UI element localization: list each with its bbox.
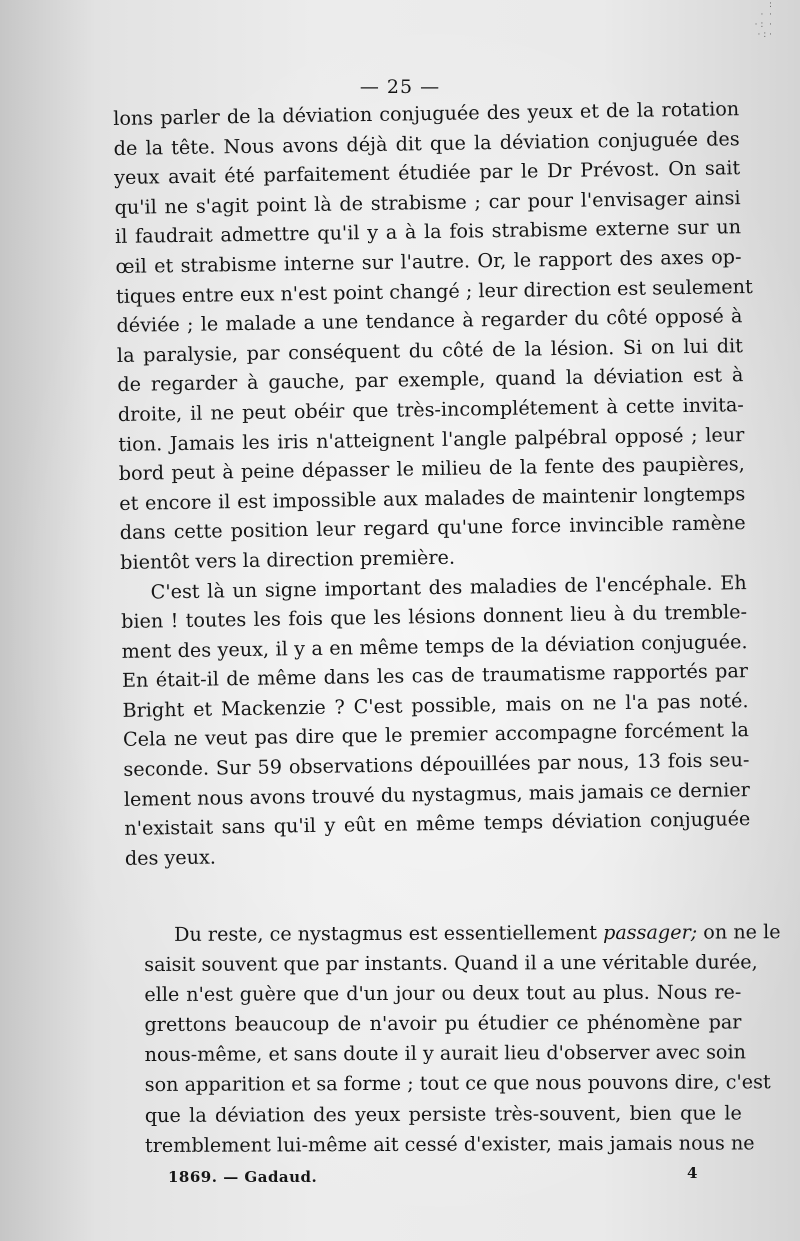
text-line: seconde. Sur 59 observations dépouillées par nous, 13 fois seu-: [123, 748, 750, 781]
text-line: bord peut à peine dépasser le milieu de la fente des paupières,: [118, 452, 745, 486]
text-line: de la tête. Nous avons déjà dit que la déviation conjuguée des: [113, 126, 740, 160]
text-line: Bright et Mackenzie ? C'est possible, mais on ne l'a pas noté.: [122, 688, 749, 722]
text-line: dans cette position leur regard qu'une force invincible ramène: [119, 511, 746, 545]
text-line: œil et strabisme interne sur l'autre. Or, le rapport des axes op-: [115, 245, 742, 278]
text-line: ment des yeux, il y a en même temps de la déviation conjuguée.: [121, 629, 748, 663]
text-line: son apparition et sa forme ; tout ce que nous pouvons dire, c'est: [144, 1070, 771, 1097]
paragraph-1: [113, 94, 753, 577]
text-line: elle n'est guère que d'un jour ou deux tout au plus. Nous re-: [144, 980, 742, 1007]
text-line: tiques entre eux n'est point changé ; leur direction est seulement: [115, 274, 753, 308]
text-line: Cela ne veut pas dire que le premier accompagne forcément la: [122, 718, 750, 752]
text-line: tion. Jamais les iris n'atteignent l'angle palpébral opposé ; leur: [118, 422, 745, 456]
text-line: que la déviation des yeux persiste très-souvent, bien que le: [144, 1100, 742, 1127]
text-line: yeux avait été parfaitement étudiée par le Dr Prévost. On sait: [113, 156, 741, 190]
text-line: grettons beaucoup de n'avoir pu étudier ce phénomène par: [144, 1010, 742, 1037]
body-text-top: [113, 94, 751, 873]
text-line: nous-même, et sans doute il y aurait lieu d'observer avec soin: [144, 1040, 747, 1067]
footer-signature: 1869. — Gadaud.: [168, 1168, 318, 1186]
text-line: et encore il est impossible aux malades de maintenir longtemps: [119, 481, 746, 515]
text-line: lement nous avons trouvé du nystagmus, mais jamais ce dernier: [123, 777, 751, 811]
text-line: lons parler de la déviation conjuguée des yeux et de la rotation: [113, 97, 740, 130]
text-line: n'existait sans qu'il y eût en même temps déviation conjuguée: [124, 807, 751, 841]
text-line: déviée ; le malade a une tendance à regarder du côté opposé à: [116, 304, 743, 338]
text-line: saisit souvent que par instants. Quand il a une véritable durée,: [144, 950, 758, 977]
footer-sheet-number: 4: [687, 1164, 698, 1182]
text-line: des yeux.: [124, 845, 217, 870]
text-line: tremblement lui-même ait cessé d'exister, mais jamais nous ne: [144, 1130, 755, 1157]
paragraph-3: [144, 917, 781, 1160]
page-number: — 25 —: [359, 76, 441, 98]
text-line: droite, il ne peut obéir que très-incomplétement à cette invita-: [117, 393, 744, 426]
text-line: la paralysie, par conséquent du côté de la lésion. Si on lui dit: [116, 333, 744, 367]
text-line: C'est là un signe important des maladies de l'encéphale. Eh: [150, 570, 747, 603]
paragraph-2: [120, 568, 751, 874]
text-line: qu'il ne s'agit point là de strabisme ; car pour l'envisager ainsi: [114, 185, 741, 219]
text-line: [144, 917, 781, 950]
text-line: bientôt vers la direction première.: [120, 545, 456, 574]
text-line: de regarder à gauche, par exemple, quand la déviation est à: [117, 363, 744, 397]
edge-marks: : · · · : · · : ·: [754, 0, 772, 40]
emphasis-text: passager;: [602, 920, 698, 944]
text-run: on ne le: [697, 920, 781, 944]
text-line: il faudrait admettre qu'il y a à la fois strabisme externe sur un: [114, 215, 742, 249]
text-line: En était-il de même dans les cas de traumatisme rapportés par: [121, 659, 749, 693]
text-run: Du reste, ce nystagmus est essentiellement: [174, 920, 604, 946]
text-line: bien ! toutes les fois que les lésions donnent lieu à du tremble-: [120, 600, 748, 634]
